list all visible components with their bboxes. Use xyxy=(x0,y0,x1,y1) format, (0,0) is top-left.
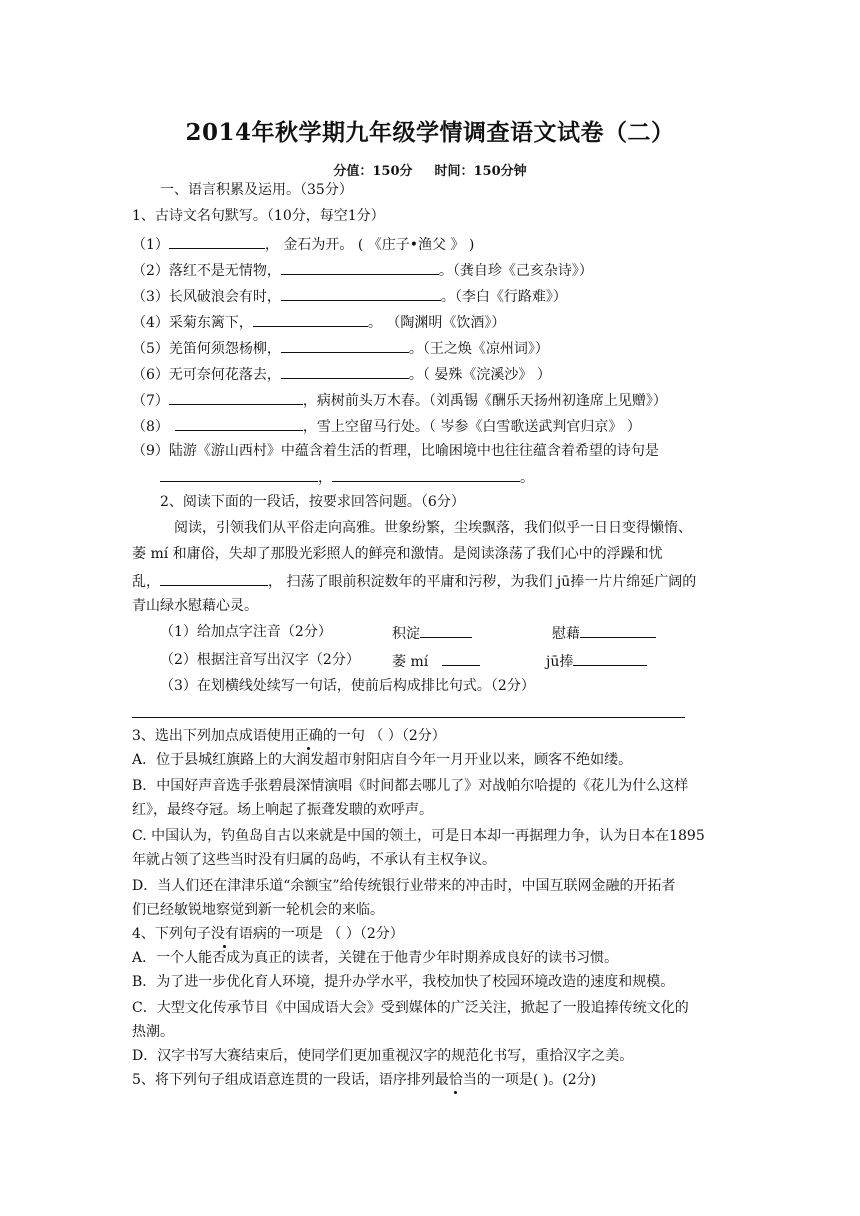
q1-item-6: （6）无可奈何花落去， 。（ 晏殊《浣溪沙》 ） xyxy=(132,363,551,385)
q3-stem: 3、选出下列加点成语使用正确的一句 （ ）（2分） xyxy=(132,728,446,744)
q2-sub-3: （3）在划横线处续写一句话，使前后构成排比句式。（2分） xyxy=(160,678,535,694)
q4-option-a: A．一个人能否成为真正的读者，关键在于他青少年时期养成良好的读书习惯。 xyxy=(132,950,619,966)
q4-option-c-line-1: C．大型文化传承节目《中国成语大会》受到媒体的广泛关注，掀起了一股追捧传统文化的 xyxy=(132,1000,689,1016)
answer-blank[interactable] xyxy=(169,233,265,249)
q2-sub-2-word-2: jū捧 xyxy=(546,650,647,672)
q3-option-d-line-2: 们已经敏锐地察觉到新一轮机会的来临。 xyxy=(132,902,384,918)
q4-option-d: D．汉字书写大赛结束后，使同学们更加重视汉字的规范化书写，重拾汉字之美。 xyxy=(132,1048,634,1064)
q1-item-7: （7） ，病树前头万木春。（刘禹锡《酬乐天扬州初逢席上见赠》） xyxy=(132,389,667,411)
q2-stem: 2、阅读下面的一段话，按要求回答问题。（6分） xyxy=(160,494,465,510)
q2-sub-2: （2）根据注音写出汉字（2分） xyxy=(160,652,360,668)
answer-blank[interactable] xyxy=(281,285,441,301)
q1-item-2: （2）落红不是无情物， 。（龚自珍《己亥杂诗》） xyxy=(132,259,593,281)
q3-option-c-line-1: C. 中国认为，钓鱼岛自古以来就是中国的领土，可是日本却一再据理力争，认为日本在1895 xyxy=(132,828,705,844)
exam-meta xyxy=(0,160,860,179)
q3-option-a: A．位于县城红旗路上的大润发超市射阳店自今年一月开业以来，顾客不绝如缕。 xyxy=(132,752,633,768)
q1-item-9-blanks: ， 。 xyxy=(160,466,534,488)
q3-option-d-line-1: D．当人们还在津津乐道“余额宝”给传统银行业带来的冲击时，中国互联网金融的开拓者 xyxy=(132,878,676,894)
q2-sub-1-word-2: 慰藉 xyxy=(552,622,656,644)
q4-option-c-line-2: 热潮。 xyxy=(132,1024,174,1040)
q3-option-b-line-2: 红》，最终夺冠。场上响起了振聋发聩的欢呼声。 xyxy=(132,802,433,818)
q1-item-9: （9）陆游《游山西村》中蕴含着生活的哲理，比喻困境中也往往蕴含着希望的诗句是 xyxy=(132,443,659,459)
q2-sub-1-word-1: 积淀 xyxy=(392,622,472,644)
answer-blank[interactable] xyxy=(281,259,439,275)
answer-blank[interactable] xyxy=(420,622,472,638)
time-info: 时间：150分钟 xyxy=(434,164,527,179)
answer-blank[interactable] xyxy=(573,650,647,666)
score-info: 分值：150分 xyxy=(333,164,413,179)
q2-sub-2-word-1: 萎 mí xyxy=(392,650,480,672)
answer-blank[interactable] xyxy=(332,466,520,482)
q2-para-line-3: 乱， ， 扫荡了眼前积淀数年的平庸和污秽，为我们 jū捧一片片绵延广阔的 xyxy=(132,570,696,592)
q1-item-8: （8） ，雪上空留马行处。（ 岑参《白雪歌送武判官归京》 ） xyxy=(132,415,641,437)
answer-blank[interactable] xyxy=(160,570,268,586)
q1-item-5: （5）羌笛何须怨杨柳， 。（王之焕《凉州词》） xyxy=(132,337,549,359)
answer-blank[interactable] xyxy=(175,415,303,431)
q1-item-3: （3）长风破浪会有时， 。（李白《行路难》） xyxy=(132,285,567,307)
q2-sub-1: （1）给加点字注音（2分） xyxy=(160,624,332,640)
q4-option-b: B．为了进一步优化育人环境，提升办学水平，我校加快了校园环境改造的速度和规模。 xyxy=(132,974,675,990)
emphasis-dots: 没有 xyxy=(210,926,239,942)
q3-option-c-line-2: 年就占领了这些当时没有归属的岛屿，不承认有主权争议。 xyxy=(132,852,496,868)
answer-line[interactable] xyxy=(132,717,685,718)
answer-blank[interactable] xyxy=(442,650,480,666)
answer-blank[interactable] xyxy=(169,389,303,405)
q3-option-b-line-1: B．中国好声音选手张碧晨深情演唱《时间都去哪儿了》对战帕尔哈提的《花儿为什么这样 xyxy=(132,778,689,794)
emphasis-dots: 正确 xyxy=(294,728,323,744)
answer-blank[interactable] xyxy=(281,363,409,379)
q4-stem: 4、下列句子没有语病的一项是 （ ）（2分） xyxy=(132,926,404,942)
page-title: 2014年秋学期九年级学情调查语文试卷（二） xyxy=(185,119,675,146)
answer-blank[interactable] xyxy=(580,622,656,638)
answer-blank[interactable] xyxy=(253,311,368,327)
answer-blank[interactable] xyxy=(160,466,318,482)
q2-para-line-4: 青山绿水慰藉心灵。 xyxy=(132,598,258,614)
q5-stem: 5、将下列句子组成语意连贯的一段话，语序排列最恰当的一项是( )。(2分) xyxy=(132,1072,597,1088)
emphasis-dots: 最恰当 xyxy=(434,1072,477,1088)
q1-item-1: （1） ， 金石为开。 ( 《庄子•渔父 》 ) xyxy=(132,233,474,255)
answer-blank[interactable] xyxy=(281,337,409,353)
q2-para-line-1: 阅读，引领我们从平俗走向高雅。世象纷繁，尘埃飘落，我们似乎一日日变得懒惰、 xyxy=(174,520,692,536)
section-heading: 一、语言积累及运用。（35分） xyxy=(160,182,353,198)
q1-stem: 1、古诗文名句默写。（10分，每空1分） xyxy=(132,208,385,224)
q1-item-4: （4）采菊东篱下， 。 （陶渊明《饮酒》） xyxy=(132,311,505,333)
q2-para-line-2: 萎 mí 和庸俗，失却了那股光彩照人的鲜亮和激情。是阅读涤荡了我们心中的浮躁和忧 xyxy=(132,546,663,562)
